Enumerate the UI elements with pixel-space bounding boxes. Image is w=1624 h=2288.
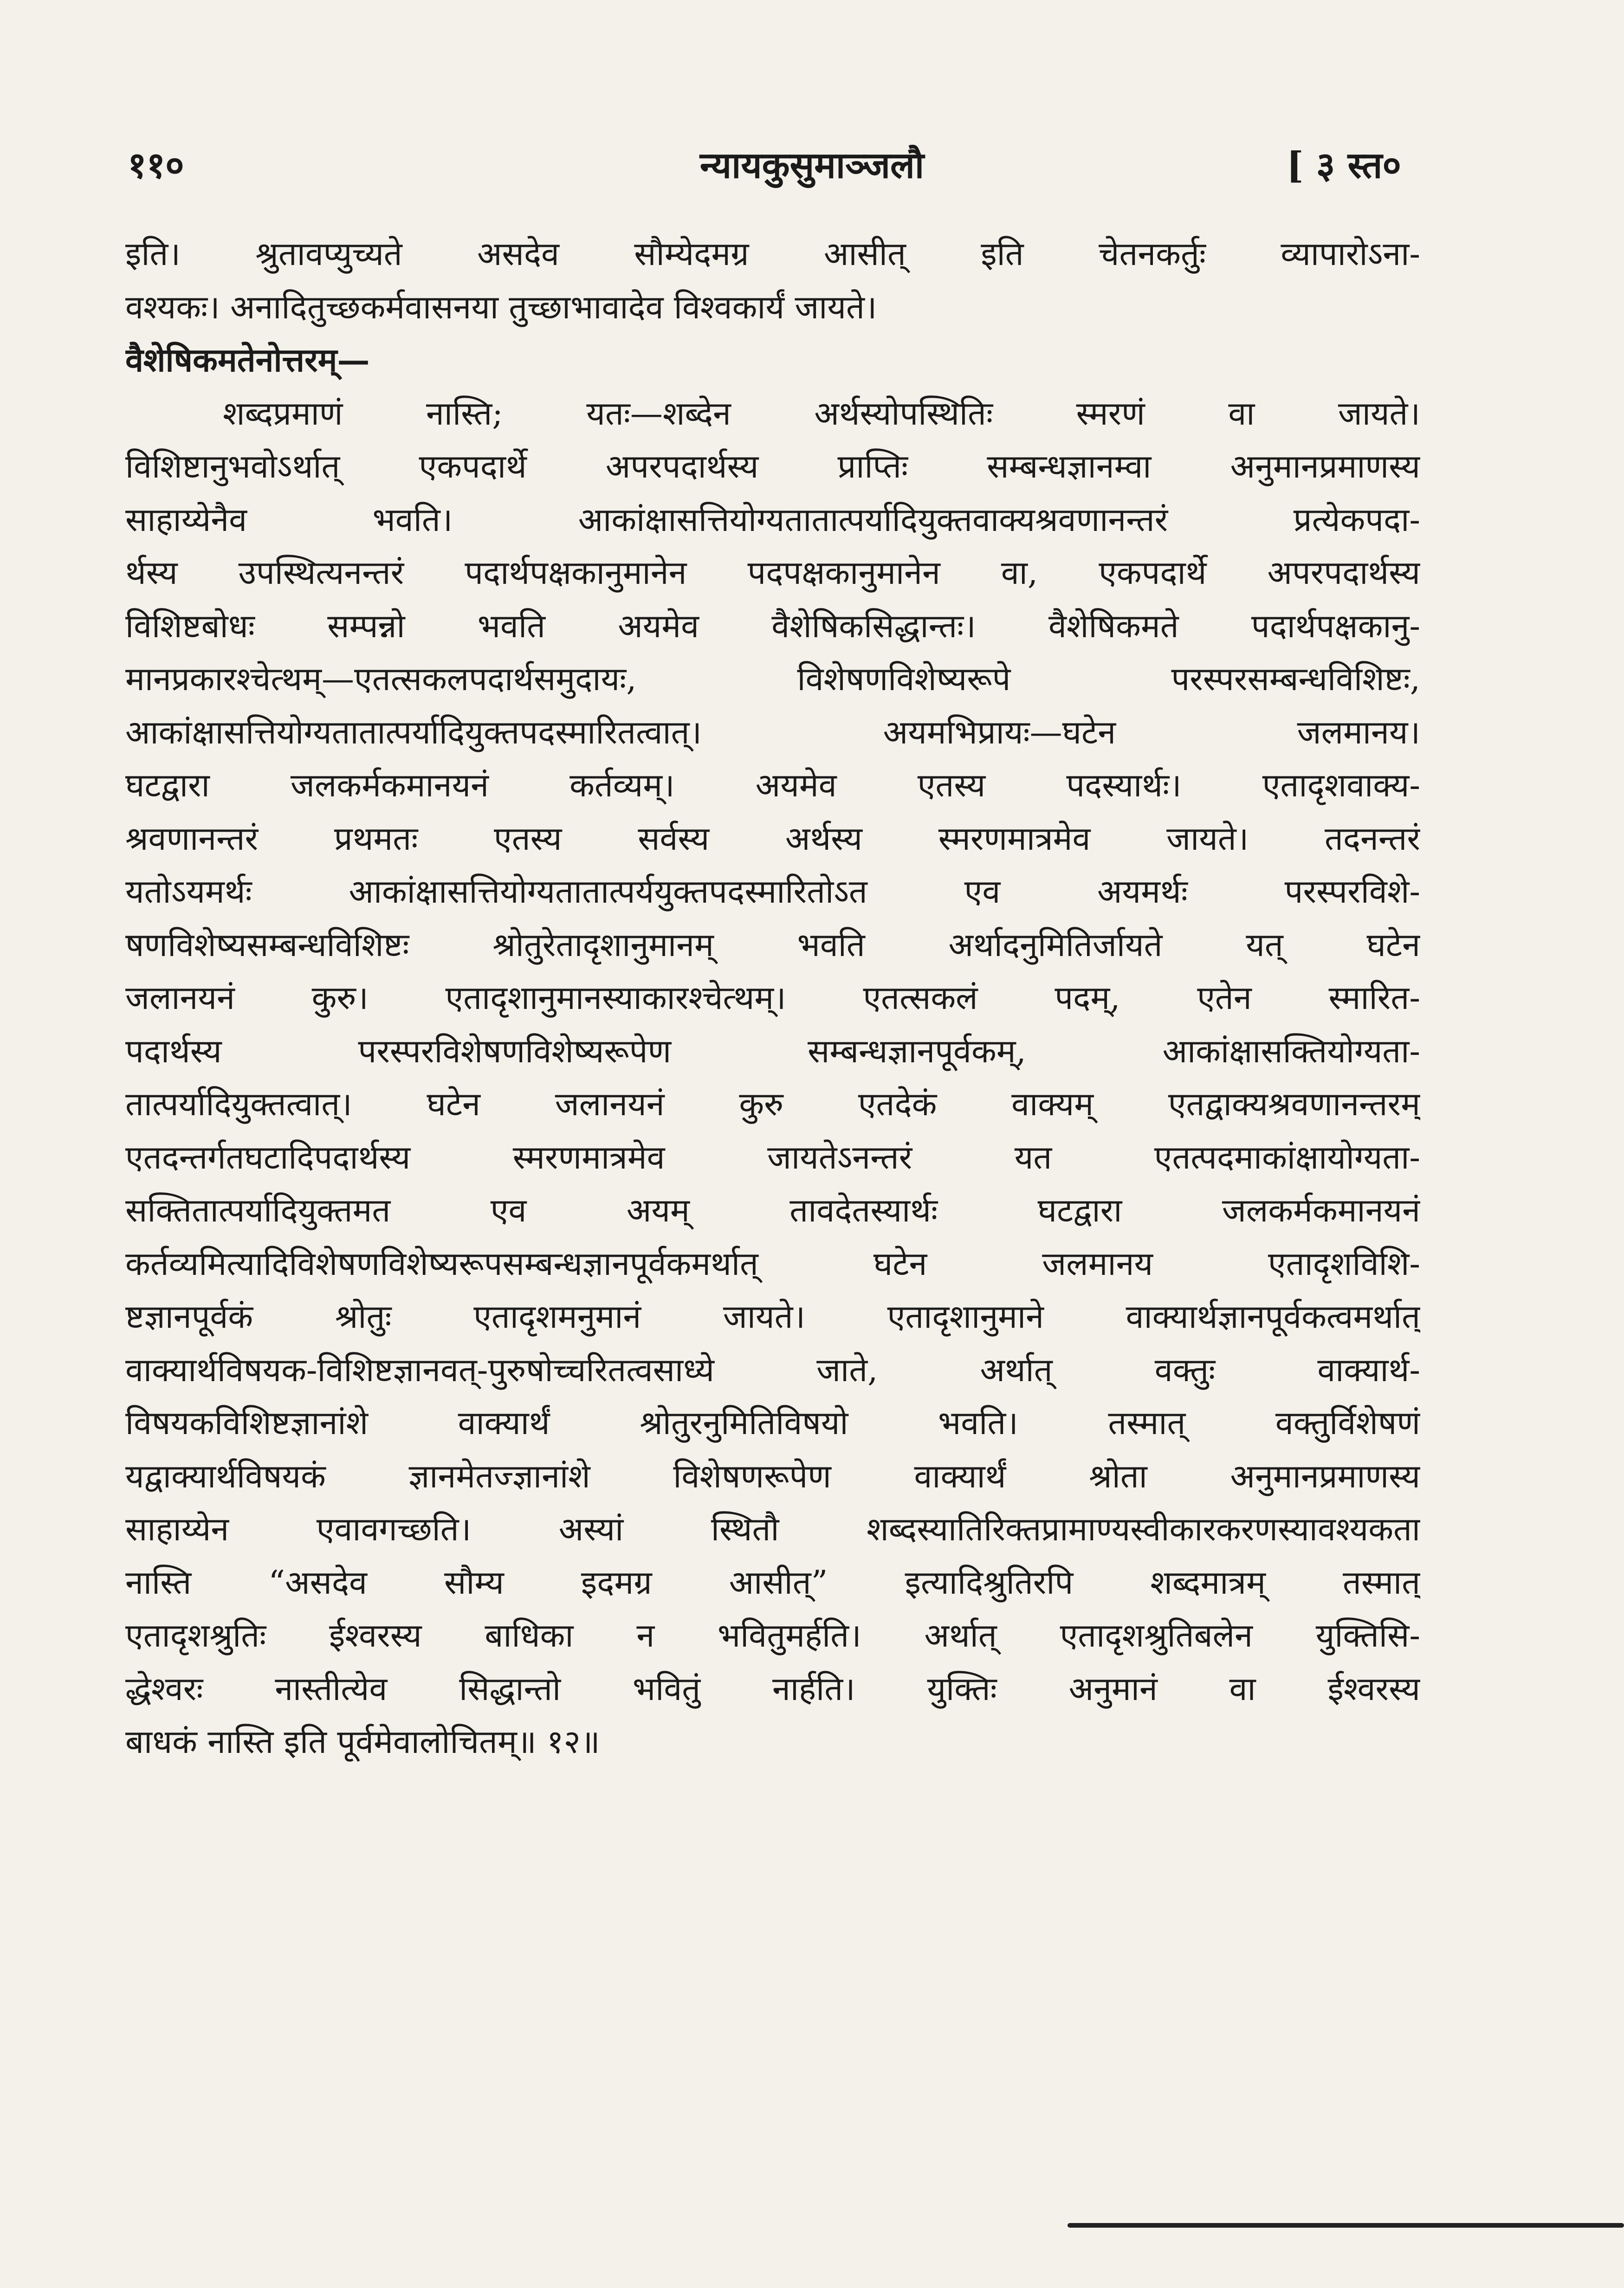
- text-line: पदार्थस्य परस्परविशेषणविशेष्यरूपेण सम्बन्धज्ञानपूर्वकम्, आकांक्षासक्तियोग्यता-: [125, 1032, 1420, 1070]
- text-line: शब्दप्रमाणं नास्ति; यतः—शब्देन अर्थस्योपस्थितिः स्मरणं वा जायते।: [223, 394, 1420, 433]
- footer-rule: [1068, 2223, 1624, 2228]
- text-line: षणविशेष्यसम्बन्धविशिष्टः श्रोतुरेतादृशानुमानम् भवति अर्थादनुमितिर्जायते यत् घटेन: [125, 925, 1420, 964]
- text-line: साहाय्येनैव भवति। आकांक्षासत्तियोग्यतातात्पर्यादियुक्तवाक्यश्रवणानन्तरं प्रत्येकपदा-: [125, 500, 1420, 539]
- text-line: विषयकविशिष्टज्ञानांशे वाक्यार्थं श्रोतुरनुमितिविषयो भवति। तस्मात् वक्तुर्विशेषणं: [125, 1404, 1420, 1442]
- text-line: वाक्यार्थविषयक-विशिष्टज्ञानवत्-पुरुषोच्चरितत्वसाध्ये जाते, अर्थात् वक्तुः वाक्यार्थ-: [125, 1351, 1420, 1389]
- text-line: ष्टज्ञानपूर्वकं श्रोतुः एतादृशमनुमानं जायते। एतादृशानुमाने वाक्यार्थज्ञानपूर्वकत्वमर्थात्: [125, 1298, 1420, 1336]
- text-line: जलानयनं कुरु। एतादृशानुमानस्याकारश्चेत्थम्। एतत्सकलं पदम्, एतेन स्मारित-: [125, 979, 1420, 1017]
- text-line: आकांक्षासत्तियोग्यतातात्पर्यादियुक्तपदस्मारितत्वात्। अयमभिप्रायः—घटेन जलमानय।: [125, 713, 1420, 751]
- text-line: यतोऽयमर्थः आकांक्षासत्तियोग्यतातात्पर्ययुक्तपदस्मारितोऽत एव अयमर्थः परस्परविशे-: [125, 873, 1420, 911]
- text-line: कर्तव्यमित्यादिविशेषणविशेष्यरूपसम्बन्धज्ञानपूर्वकमर्थात् घटेन जलमानय एतादृशविशि-: [125, 1244, 1420, 1283]
- text-line: घटद्वारा जलकर्मकमानयनं कर्तव्यम्। अयमेव एतस्य पदस्यार्थः। एतादृशवाक्य-: [125, 766, 1420, 804]
- section-heading: वैशेषिकमतेनोत्तरम्—: [125, 341, 370, 379]
- text-line: द्धेश्वरः नास्तीत्येव सिद्धान्तो भवितुं नार्हति। युक्तिः अनुमानं वा ईश्वरस्य: [125, 1669, 1420, 1708]
- text-line: र्थस्य उपस्थित्यनन्तरं पदार्थपक्षकानुमानेन पदपक्षकानुमानेन वा, एकपदार्थे अपरपदार्थस्य: [125, 554, 1420, 592]
- text-line: यद्वाक्यार्थविषयकं ज्ञानमेतज्ज्ञानांशे विशेषणरूपेण वाक्यार्थं श्रोता अनुमानप्रमाणस्य: [125, 1457, 1420, 1495]
- body-text: [125, 227, 1420, 1769]
- text-line: वश्यकः। अनादितुच्छकर्मवासनया तुच्छाभावादेव विश्वकार्यं जायते।: [125, 288, 877, 326]
- text-line: एतदन्तर्गतघटादिपदार्थस्य स्मरणमात्रमेव जायतेऽनन्तरं यत एतत्पदमाकांक्षायोग्यता-: [125, 1138, 1420, 1176]
- text-line: बाधकं नास्ति इति पूर्वमेवालोचितम्॥ १२॥: [125, 1723, 600, 1761]
- text-line: विशिष्टबोधः सम्पन्नो भवति अयमेव वैशेषिकसिद्धान्तः। वैशेषिकमते पदार्थपक्षकानु-: [125, 607, 1420, 645]
- text-line: मानप्रकारश्चेत्थम्—एतत्सकलपदार्थसमुदायः, विशेषणविशेष्यरूपे परस्परसम्बन्धविशिष्टः,: [125, 660, 1420, 698]
- page-number: ११०: [128, 144, 184, 187]
- text-line: एतादृशश्रुतिः ईश्वरस्य बाधिका न भवितुमर्हति। अर्थात् एतादृशश्रुतिबलेन युक्तिसि-: [125, 1616, 1420, 1655]
- text-line: विशिष्टानुभवोऽर्थात् एकपदार्थे अपरपदार्थस्य प्राप्तिः सम्बन्धज्ञानम्वा अनुमानप्रमाणस्य: [125, 447, 1420, 485]
- text-line: सक्तितात्पर्यादियुक्तमत एव अयम् तावदेतस्यार्थः घटद्वारा जलकर्मकमानयनं: [125, 1191, 1420, 1229]
- section-marker: [ ३ स्त०: [1286, 144, 1401, 187]
- text-line: नास्ति “असदेव सौम्य इदमग्र आसीत्” इत्यादिश्रुतिरपि शब्दमात्रम् तस्मात्: [125, 1563, 1420, 1602]
- running-title: न्यायकुसुमाञ्जलौ: [699, 144, 925, 187]
- text-line: इति। श्रुतावप्युच्यते असदेव सौम्येदमग्र आसीत् इति चेतनकर्तुः व्यापारोऽना-: [125, 235, 1420, 273]
- text-line: तात्पर्यादियुक्तत्वात्। घटेन जलानयनं कुरु एतदेकं वाक्यम् एतद्वाक्यश्रवणानन्तरम्: [125, 1085, 1420, 1123]
- text-line: श्रवणानन्तरं प्रथमतः एतस्य सर्वस्य अर्थस्य स्मरणमात्रमेव जायते। तदनन्तरं: [125, 819, 1420, 858]
- page-header: [0, 139, 1624, 190]
- text-line: साहाय्येन एवावगच्छति। अस्यां स्थितौ शब्दस्यातिरिक्तप्रामाण्यस्वीकारकरणस्यावश्यकता: [125, 1510, 1420, 1548]
